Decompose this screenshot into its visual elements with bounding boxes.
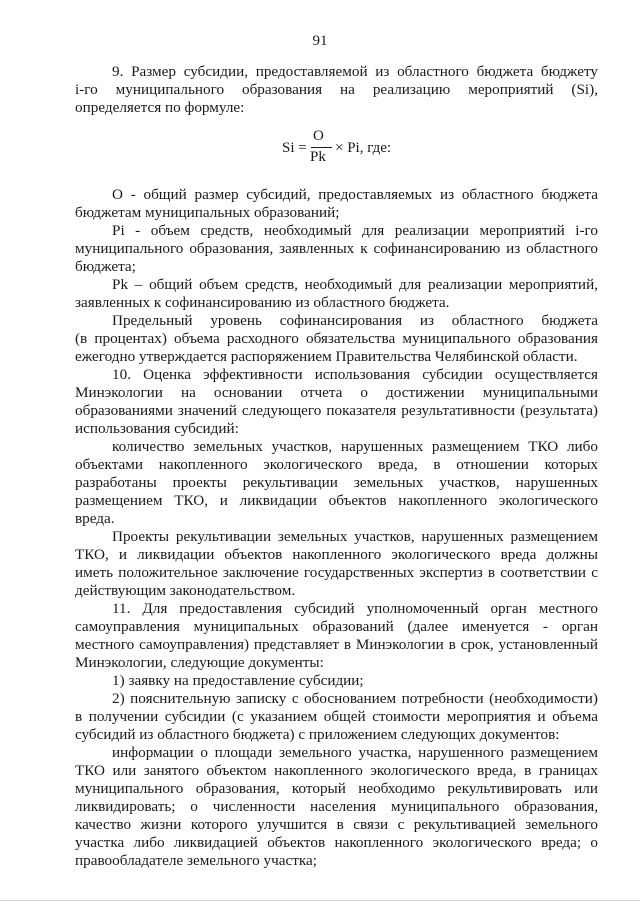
text-line: Минэкологии, следующие документы:: [75, 654, 324, 671]
text-line: 10. Оценка эффективности использования субсидии осуществляется: [112, 366, 598, 383]
text-line: заявленных к софинансированию из областного бюджета.: [75, 294, 450, 311]
text-line: (в процентах) объема расходного обязательства муниципального образования: [75, 330, 598, 347]
text-line: качество жизни которого улучшится в связи с рекультивацией земельного: [75, 816, 598, 833]
text-line: i-го муниципального образования на реализацию мероприятий (Si),: [75, 81, 598, 98]
text-line: ежегодно утверждается распоряжением Правительства Челябинской области.: [75, 348, 578, 365]
formula-numerator: O: [313, 128, 324, 144]
text-line: разработаны проекты рекультивации земельных участков, нарушенных: [75, 474, 598, 491]
text-line: 11. Для предоставления субсидий уполномоченный орган местного: [112, 600, 598, 617]
text-line: 9. Размер субсидии, предоставляемой из областного бюджета бюджету: [112, 63, 598, 80]
page-number: 91: [312, 33, 328, 49]
text-line: самоуправления муниципальных образований (далее именуется - орган: [75, 618, 598, 635]
formula-rhs: × Pi, где:: [335, 140, 392, 156]
text-line: действующим законодательством.: [75, 582, 296, 599]
text-line: информации о площади земельного участка, нарушенного размещением: [112, 744, 598, 761]
text-line: Предельный уровень софинансирования из областного бюджета: [112, 312, 598, 329]
text-line: местного самоуправления) представляет в Минэкологии в срок, установленный: [75, 636, 598, 653]
formula-denominator: Pk: [310, 149, 326, 165]
text-line: бюджетам муниципальных образований;: [75, 204, 340, 221]
text-line: Минэкологии на основании отчета о достижении муниципальными: [75, 384, 598, 401]
text-line: участка либо ликвидацией объектов накопленного экологического вреда; о: [75, 834, 598, 851]
text-line: использования субсидий:: [75, 420, 239, 437]
text-line: размещением ТКО, и ликвидации объектов накопленного экологического: [75, 492, 598, 509]
text-line: 2) пояснительную записку с обоснованием потребности (необходимости): [112, 690, 598, 707]
text-line: правообладателе земельного участка;: [75, 852, 317, 869]
formula-fraction-bar: [311, 147, 332, 148]
page-edge-divider: [0, 900, 640, 901]
text-line: Проекты рекультивации земельных участков, нарушенных размещением: [112, 528, 598, 545]
text-line: в получении субсидии (с указанием общей стоимости мероприятия и объема: [75, 708, 598, 725]
text-line: ТКО или занятого объектом накопленного экологического вреда, в границах: [75, 762, 598, 779]
formula-lhs: Si =: [282, 140, 307, 156]
text-line: субсидий из областного бюджета) с приложением следующих документов:: [75, 726, 560, 743]
text-line: бюджета;: [75, 258, 136, 275]
text-line: объектами накопленного экологического вреда, в отношении которых: [75, 456, 598, 473]
formula: [282, 128, 422, 168]
text-line: ликвидировать; о численности населения муниципального образования,: [75, 798, 598, 815]
text-line: Pk – общий объем средств, необходимый для реализации мероприятий,: [112, 276, 598, 293]
text-line: O - общий размер субсидий, предоставляемых из областного бюджета: [112, 186, 598, 203]
text-line: муниципального образования, заявленных к софинансированию из областного: [75, 240, 598, 257]
text-line: образованиями значений следующего показателя результативности (результата): [75, 402, 598, 419]
text-line: вреда.: [75, 510, 115, 527]
text-line: иметь положительное заключение государственных экспертиз в соответствии с: [75, 564, 598, 581]
text-line: ТКО, и ликвидации объектов накопленного экологического вреда должны: [75, 546, 598, 563]
text-line: количество земельных участков, нарушенных размещением ТКО либо: [112, 438, 598, 455]
text-line: 1) заявку на предоставление субсидии;: [112, 672, 364, 689]
text-line: определяется по формуле:: [75, 99, 245, 116]
text-line: Pi - объем средств, необходимый для реализации мероприятий i-го: [112, 222, 598, 239]
text-line: муниципального образования, который необходимо рекультивировать или: [75, 780, 598, 797]
